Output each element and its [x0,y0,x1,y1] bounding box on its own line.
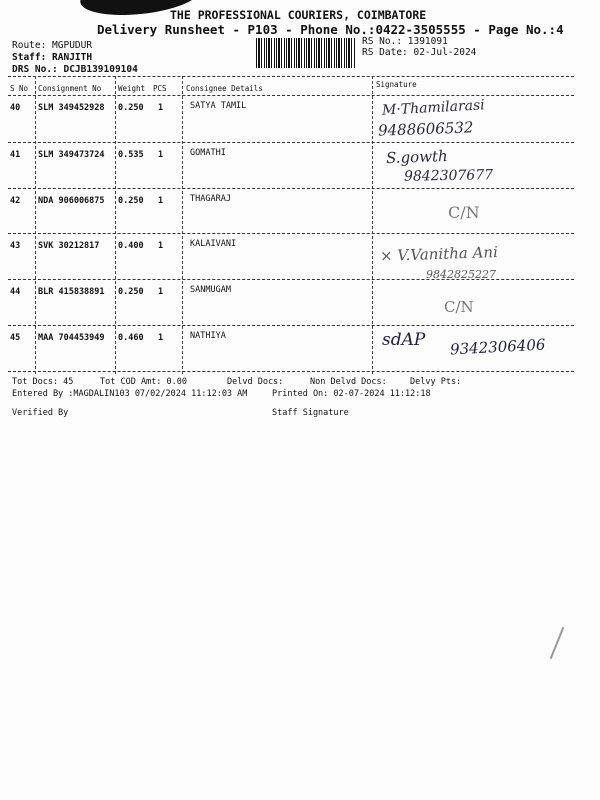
col-header-sno: S No [10,84,29,93]
entered-by: Entered By :MAGDALIN103 07/02/2024 11:12:03 AM [12,389,248,399]
staff-signature-label: Staff Signature [272,408,349,418]
row-pcs: 1 [158,150,164,160]
pen-stroke-mark [550,627,565,659]
row-sno: 42 [10,196,21,206]
non-delivered-docs: Non Delvd Docs: [310,377,387,387]
column-divider [182,76,183,374]
signature-phone: 9488606532 [377,118,474,140]
column-divider [35,76,36,374]
row-sno: 45 [10,333,21,343]
row-weight: 0.400 [118,241,144,251]
table-top-rule [8,76,574,77]
signature-name: sdAP [382,330,426,350]
printed-on: Printed On: 02-07-2024 11:12:18 [272,389,431,399]
row-pcs: 1 [158,196,164,206]
row-pcs: 1 [158,103,164,113]
row-consignee: THAGARAJ [190,194,231,204]
row-sno: 40 [10,103,21,113]
total-cod-amount: Tot COD Amt: 0.00 [100,377,187,387]
row-weight: 0.250 [118,196,144,206]
row-consignee: GOMATHI [190,148,226,158]
drs-number: DRS No.: DCJB139109104 [12,64,138,75]
company-title: THE PROFESSIONAL COURIERS, COIMBATORE [170,8,427,22]
delivery-points: Delvy Pts: [410,377,462,387]
row-consignee: SANMUGAM [190,285,231,295]
table-header-rule [8,95,574,96]
col-header-signature: Signature [376,80,417,89]
row-consignment: SVK 30212817 [38,241,100,251]
row-rule [8,188,574,189]
row-pcs: 1 [158,287,164,297]
total-docs: Tot Docs: 45 [12,377,74,387]
col-header-weight: Weight [118,84,146,93]
column-divider [372,76,373,374]
delivered-docs: Delvd Docs: [227,377,284,387]
row-rule [8,142,574,143]
row-consignee: NATHIYA [190,331,226,341]
signature-name: M·Thamilarasi [381,97,486,119]
staff-label: Staff: RANJITH [12,52,93,63]
row-pcs: 1 [158,241,164,251]
signature-cn: C/N [448,203,480,222]
row-consignment: MAA 704453949 [38,333,105,343]
col-header-consignment: Consignment No [38,84,102,93]
row-weight: 0.460 [118,333,144,343]
signature-phone: 9842825227 [426,268,496,281]
rs-number: RS No.: 1391091 [362,36,448,47]
column-divider [115,76,116,374]
col-header-consignee: Consignee Details [186,84,263,93]
row-rule [8,233,574,234]
row-consignment: NDA 906006875 [38,196,105,206]
signature-name: S.gowth [385,146,448,168]
signature-phone: 9842307677 [403,167,494,185]
barcode [256,38,356,68]
signature-cn: C/N [444,298,474,316]
row-pcs: 1 [158,333,164,343]
row-sno: 41 [10,150,21,160]
row-rule [8,279,574,280]
row-weight: 0.250 [118,103,144,113]
row-sno: 43 [10,241,21,251]
verified-by: Verified By [12,408,69,418]
row-consignee: SATYA TAMIL [190,101,247,111]
signature-name: × V.Vanitha Ani [379,242,499,266]
row-rule [8,325,574,326]
row-sno: 44 [10,287,21,297]
route-label: Route: MGPUDUR [12,40,93,51]
rs-date: RS Date: 02-Jul-2024 [362,47,477,58]
row-weight: 0.250 [118,287,144,297]
table-bottom-rule [8,371,574,372]
row-consignment: BLR 415838891 [38,287,105,297]
col-header-pcs: PCS [153,84,167,93]
runsheet-subtitle: Delivery Runsheet - P103 - Phone No.:0422-3505555 - Page No.:4 [97,22,564,37]
signature-phone: 9342306406 [449,335,546,359]
row-weight: 0.535 [118,150,144,160]
row-consignee: KALAIVANI [190,239,237,249]
row-consignment: SLM 349452928 [38,103,105,113]
row-consignment: SLM 349473724 [38,150,105,160]
